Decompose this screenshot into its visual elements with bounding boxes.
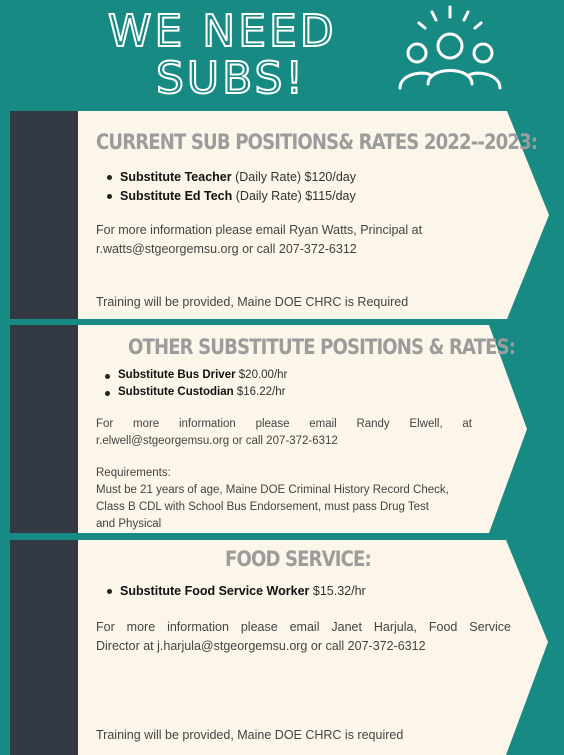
training-note: Training will be provided, Maine DOE CHRC is required bbox=[96, 728, 404, 742]
position-name: Substitute Custodian bbox=[118, 386, 234, 398]
contact-line: For more information please email Janet Harjula, Food Service bbox=[96, 620, 511, 634]
list-item bbox=[104, 367, 287, 384]
section-title: FOOD SERVICE: bbox=[225, 547, 371, 571]
requirements bbox=[96, 465, 449, 533]
position-list bbox=[106, 582, 366, 601]
contact-info bbox=[96, 221, 422, 259]
group-of-people-icon bbox=[388, 4, 512, 96]
position-list bbox=[106, 168, 356, 206]
list-item bbox=[106, 582, 366, 601]
list-item bbox=[106, 187, 356, 206]
training-note: Training will be provided, Maine DOE CHRC is Required bbox=[96, 295, 409, 309]
contact-line: r.watts@stgeorgemsu.org or call 207-372-6312 bbox=[96, 242, 357, 256]
section-sidebar bbox=[10, 111, 78, 319]
section-title: CURRENT SUB POSITIONS& RATES 2022--2023: bbox=[96, 130, 538, 154]
position-rate: (Daily Rate) $115/day bbox=[232, 189, 356, 203]
position-rate: $16.22/hr bbox=[233, 386, 286, 398]
section-title: OTHER SUBSTITUTE POSITIONS & RATES: bbox=[128, 335, 516, 359]
contact-line: Director at j.harjula@stgeorgemsu.org or call 207-372-6312 bbox=[96, 639, 426, 653]
section-sidebar bbox=[10, 540, 78, 755]
position-name: Substitute Ed Tech bbox=[120, 189, 233, 203]
position-rate: (Daily Rate) $120/day bbox=[231, 170, 356, 184]
requirement-line: Class B CDL with School Bus Endorsement, must pass Drug Test bbox=[96, 501, 430, 513]
contact-info bbox=[96, 618, 511, 656]
position-name: Substitute Bus Driver bbox=[118, 369, 236, 381]
section-sidebar bbox=[10, 325, 78, 533]
position-name: Substitute Teacher bbox=[120, 170, 232, 184]
headline-we-need: WE NEED bbox=[108, 6, 337, 57]
contact-info bbox=[96, 416, 472, 450]
requirement-line: Must be 21 years of age, Maine DOE Criminal History Record Check, bbox=[96, 484, 449, 496]
list-item bbox=[106, 168, 356, 187]
section-food-service bbox=[0, 540, 564, 755]
section-other-substitute-positions bbox=[0, 325, 564, 533]
position-rate: $20.00/hr bbox=[235, 369, 288, 381]
list-item bbox=[104, 384, 287, 401]
section-current-sub-positions bbox=[0, 111, 564, 319]
position-list bbox=[104, 367, 287, 401]
headline-subs: SUBS! bbox=[156, 53, 307, 104]
requirement-line: and Physical bbox=[96, 518, 162, 530]
contact-line: r.elwell@stgeorgemsu.org or call 207-372-6312 bbox=[96, 435, 338, 447]
contact-line: For more information please email Randy Elwell, at bbox=[96, 418, 472, 430]
position-rate: $15.32/hr bbox=[309, 584, 366, 598]
contact-line: For more information please email Ryan Watts, Principal at bbox=[96, 223, 423, 237]
requirements-heading: Requirements: bbox=[96, 467, 171, 479]
position-name: Substitute Food Service Worker bbox=[120, 584, 310, 598]
